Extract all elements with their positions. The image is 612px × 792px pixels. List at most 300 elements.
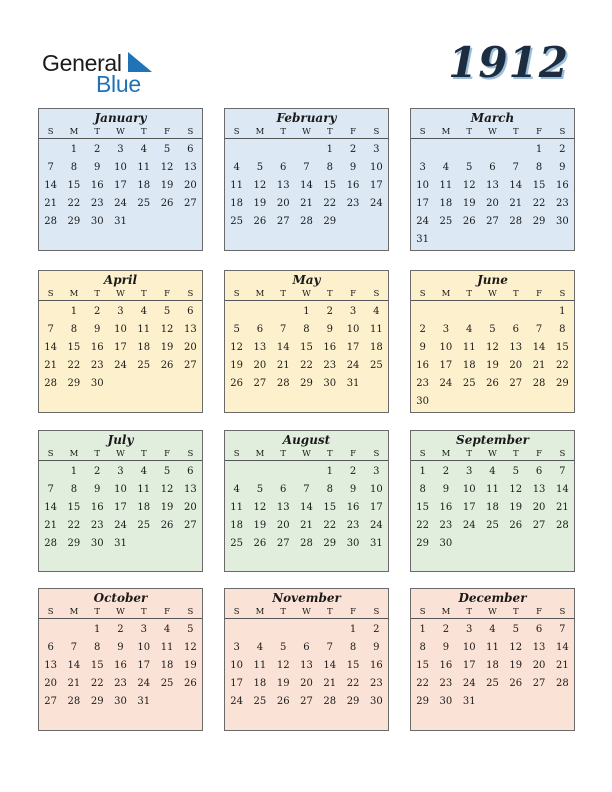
day-cell: 24 — [114, 519, 127, 531]
day-cell: 9 — [442, 483, 450, 495]
day-cell: 26 — [160, 197, 174, 209]
month-september — [410, 430, 575, 572]
weekday-label: F — [350, 449, 357, 459]
day-grid — [39, 619, 202, 710]
weekday-label: T — [326, 289, 333, 299]
day-cell: 9 — [349, 483, 357, 495]
weekday-label: M — [255, 449, 265, 459]
day-cell: 21 — [44, 359, 57, 371]
day-cell: 23 — [90, 519, 104, 531]
day-cell: 24 — [137, 677, 151, 689]
day-cell: 25 — [230, 537, 243, 549]
day-cell: 15 — [323, 501, 337, 513]
weekday-label: S — [233, 127, 240, 137]
month-name: May — [292, 273, 321, 287]
day-cell: 4 — [489, 623, 496, 635]
day-cell: 22 — [67, 519, 81, 531]
day-cell: 29 — [555, 377, 569, 389]
day-cell: 6 — [187, 465, 194, 477]
day-cell: 27 — [276, 215, 290, 227]
weekday-label: M — [441, 289, 451, 299]
day-cell: 8 — [535, 161, 543, 173]
day-cell: 6 — [512, 323, 519, 335]
day-cell: 23 — [416, 377, 429, 389]
day-cell: 20 — [183, 179, 197, 191]
weekday-label: W — [116, 607, 125, 617]
day-cell: 21 — [44, 519, 57, 531]
day-cell: 21 — [300, 519, 313, 531]
day-cell: 8 — [303, 323, 310, 335]
day-cell: 20 — [183, 501, 197, 513]
weekday-label: F — [164, 289, 171, 299]
day-cell: 30 — [323, 377, 337, 389]
day-cell: 11 — [439, 179, 453, 191]
day-cell: 22 — [555, 359, 569, 371]
month-name: March — [470, 111, 515, 125]
day-cell: 17 — [416, 197, 429, 209]
day-grid — [39, 139, 202, 230]
day-cell: 2 — [94, 143, 101, 155]
weekday-label: T — [280, 607, 287, 617]
day-cell: 17 — [137, 659, 151, 671]
day-cell: 17 — [114, 501, 127, 513]
day-grid — [411, 619, 574, 710]
weekday-header-row — [39, 605, 202, 619]
day-cell: 18 — [439, 197, 453, 209]
day-cell: 14 — [300, 179, 313, 191]
day-cell: 15 — [300, 341, 313, 353]
weekday-label: F — [164, 449, 171, 459]
day-cell: 7 — [70, 641, 78, 653]
weekday-label: T — [280, 289, 287, 299]
day-cell: 25 — [230, 215, 243, 227]
day-cell: 16 — [114, 659, 127, 671]
day-cell: 30 — [346, 537, 360, 549]
day-cell: 19 — [509, 501, 523, 513]
day-cell: 16 — [346, 501, 360, 513]
day-cell: 18 — [137, 501, 151, 513]
day-cell: 27 — [183, 359, 197, 371]
day-cell: 12 — [253, 179, 267, 191]
day-cell: 31 — [346, 377, 360, 389]
day-cell: 8 — [349, 641, 357, 653]
day-cell: 10 — [114, 161, 127, 173]
weekday-header-row — [411, 125, 574, 139]
day-cell: 8 — [326, 483, 333, 495]
day-cell: 13 — [486, 179, 499, 191]
day-cell: 13 — [276, 501, 290, 513]
day-cell: 2 — [373, 623, 380, 635]
day-cell: 30 — [369, 695, 383, 707]
day-cell: 9 — [117, 641, 124, 653]
day-cell: 14 — [532, 341, 546, 353]
day-cell: 16 — [416, 359, 429, 371]
weekday-label: M — [441, 449, 451, 459]
month-name: August — [282, 433, 331, 447]
day-cell: 22 — [323, 197, 337, 209]
day-cell: 26 — [183, 677, 197, 689]
month-july — [38, 430, 203, 572]
weekday-label: W — [302, 289, 311, 299]
day-cell: 5 — [256, 483, 264, 495]
day-cell: 26 — [253, 537, 267, 549]
day-cell: 17 — [114, 179, 127, 191]
day-cell: 25 — [439, 215, 453, 227]
day-cell: 23 — [323, 359, 337, 371]
day-cell: 13 — [300, 659, 313, 671]
weekday-header-row — [39, 447, 202, 461]
day-cell: 14 — [44, 501, 57, 513]
weekday-label: M — [255, 289, 265, 299]
weekday-label: S — [559, 449, 566, 459]
day-cell: 26 — [253, 215, 267, 227]
day-cell: 30 — [90, 215, 104, 227]
day-cell: 11 — [230, 179, 243, 191]
day-cell: 15 — [532, 179, 546, 191]
day-cell: 3 — [117, 305, 124, 317]
weekday-label: S — [47, 607, 54, 617]
weekday-label: T — [94, 607, 101, 617]
day-cell: 24 — [230, 695, 243, 707]
day-cell: 18 — [230, 197, 243, 209]
day-cell: 26 — [509, 519, 523, 531]
day-cell: 8 — [70, 323, 78, 335]
weekday-label: T — [140, 607, 147, 617]
day-cell: 28 — [555, 519, 569, 531]
day-cell: 20 — [44, 677, 57, 689]
day-cell: 20 — [183, 341, 197, 353]
weekday-header-row — [411, 287, 574, 301]
day-cell: 13 — [44, 659, 57, 671]
day-cell: 25 — [137, 359, 151, 371]
day-grid — [411, 139, 574, 248]
day-cell: 25 — [160, 677, 174, 689]
day-cell: 7 — [326, 641, 333, 653]
weekday-label: W — [302, 607, 311, 617]
logo-word-blue: Blue — [96, 71, 141, 97]
weekday-label: S — [419, 607, 426, 617]
day-cell: 30 — [114, 695, 127, 707]
day-cell: 1 — [303, 305, 310, 317]
month-august — [224, 430, 389, 572]
day-cell: 12 — [160, 161, 174, 173]
day-cell: 4 — [140, 465, 147, 477]
day-cell: 7 — [559, 623, 566, 635]
day-cell: 2 — [117, 623, 124, 635]
weekday-label: F — [350, 289, 357, 299]
day-cell: 29 — [532, 215, 546, 227]
day-cell: 10 — [439, 341, 453, 353]
day-cell: 22 — [67, 197, 81, 209]
day-cell: 18 — [369, 341, 383, 353]
day-cell: 15 — [416, 501, 429, 513]
day-cell: 8 — [559, 323, 566, 335]
weekday-label: W — [116, 289, 125, 299]
day-cell: 3 — [349, 305, 357, 317]
month-february — [224, 108, 389, 251]
day-cell: 2 — [349, 143, 357, 155]
day-cell: 19 — [462, 197, 476, 209]
month-name: July — [107, 433, 134, 447]
day-cell: 11 — [137, 323, 151, 335]
day-cell: 6 — [187, 305, 194, 317]
weekday-label: M — [69, 449, 79, 459]
day-cell: 18 — [486, 659, 499, 671]
day-cell: 5 — [466, 161, 473, 173]
day-cell: 24 — [369, 197, 383, 209]
day-cell: 13 — [183, 323, 197, 335]
day-cell: 10 — [137, 641, 151, 653]
day-cell: 7 — [512, 161, 519, 173]
month-march — [410, 108, 575, 251]
day-cell: 3 — [117, 465, 124, 477]
day-cell: 6 — [535, 623, 543, 635]
day-cell: 14 — [44, 179, 57, 191]
day-cell: 11 — [160, 641, 174, 653]
day-cell: 30 — [439, 537, 453, 549]
day-cell: 1 — [349, 623, 357, 635]
weekday-header-row — [225, 605, 388, 619]
day-cell: 27 — [276, 537, 290, 549]
day-grid — [39, 461, 202, 552]
day-cell: 11 — [369, 323, 383, 335]
day-cell: 12 — [509, 483, 523, 495]
month-june — [410, 270, 575, 413]
month-january — [38, 108, 203, 251]
day-cell: 1 — [559, 305, 566, 317]
day-cell: 19 — [160, 501, 174, 513]
day-cell: 18 — [462, 359, 476, 371]
day-cell: 24 — [462, 677, 476, 689]
day-cell: 2 — [349, 465, 357, 477]
day-cell: 16 — [90, 341, 104, 353]
day-cell: 11 — [486, 641, 499, 653]
day-cell: 6 — [47, 641, 54, 653]
day-cell: 21 — [300, 197, 313, 209]
weekday-label: M — [255, 607, 265, 617]
day-cell: 3 — [442, 323, 450, 335]
day-cell: 17 — [462, 501, 476, 513]
day-cell: 27 — [486, 215, 499, 227]
day-cell: 29 — [300, 377, 313, 389]
day-cell: 12 — [160, 323, 174, 335]
day-cell: 29 — [67, 377, 81, 389]
day-cell: 2 — [442, 465, 450, 477]
day-cell: 15 — [67, 501, 81, 513]
day-cell: 13 — [253, 341, 267, 353]
day-cell: 21 — [67, 677, 81, 689]
day-cell: 23 — [369, 677, 383, 689]
day-cell: 14 — [44, 341, 57, 353]
weekday-label: S — [373, 127, 380, 137]
day-cell: 23 — [114, 677, 127, 689]
day-cell: 22 — [323, 519, 337, 531]
weekday-label: W — [116, 449, 125, 459]
day-cell: 20 — [509, 359, 523, 371]
day-cell: 20 — [486, 197, 499, 209]
weekday-label: S — [187, 127, 194, 137]
day-cell: 31 — [369, 537, 383, 549]
day-cell: 5 — [280, 641, 287, 653]
day-cell: 9 — [373, 641, 380, 653]
day-cell: 6 — [256, 323, 264, 335]
day-cell: 12 — [160, 483, 174, 495]
day-cell: 21 — [555, 659, 569, 671]
day-cell: 28 — [532, 377, 546, 389]
day-cell: 23 — [90, 197, 104, 209]
weekday-label: T — [140, 127, 147, 137]
day-cell: 5 — [163, 465, 171, 477]
day-cell: 2 — [94, 465, 101, 477]
weekday-label: S — [233, 449, 240, 459]
day-cell: 15 — [555, 341, 569, 353]
day-cell: 15 — [416, 659, 429, 671]
weekday-label: M — [69, 289, 79, 299]
day-cell: 1 — [326, 143, 333, 155]
day-cell: 29 — [323, 537, 337, 549]
month-name: December — [458, 591, 527, 605]
calendar-year: 1912 — [448, 38, 569, 87]
day-cell: 29 — [416, 695, 429, 707]
day-cell: 30 — [90, 537, 104, 549]
day-cell: 13 — [276, 179, 290, 191]
day-cell: 22 — [346, 677, 360, 689]
day-cell: 17 — [462, 659, 476, 671]
day-cell: 17 — [230, 677, 243, 689]
weekday-label: F — [164, 127, 171, 137]
day-cell: 16 — [90, 179, 104, 191]
day-cell: 8 — [419, 641, 426, 653]
day-cell: 23 — [346, 519, 360, 531]
day-cell: 11 — [230, 501, 243, 513]
day-cell: 29 — [67, 215, 81, 227]
day-cell: 29 — [323, 215, 337, 227]
day-cell: 15 — [67, 179, 81, 191]
day-cell: 13 — [183, 483, 197, 495]
day-cell: 26 — [160, 519, 174, 531]
day-cell: 10 — [462, 641, 476, 653]
day-cell: 2 — [326, 305, 333, 317]
weekday-label: T — [94, 289, 101, 299]
day-cell: 19 — [160, 179, 174, 191]
day-cell: 14 — [555, 483, 569, 495]
weekday-label: F — [350, 127, 357, 137]
day-cell: 11 — [253, 659, 267, 671]
day-cell: 28 — [44, 377, 57, 389]
day-cell: 9 — [94, 323, 101, 335]
month-name: September — [456, 433, 529, 447]
day-cell: 17 — [439, 359, 453, 371]
weekday-label: T — [466, 607, 473, 617]
day-cell: 11 — [137, 483, 151, 495]
day-cell: 26 — [509, 677, 523, 689]
day-cell: 12 — [183, 641, 197, 653]
day-cell: 26 — [276, 695, 290, 707]
day-cell: 18 — [160, 659, 174, 671]
day-cell: 6 — [280, 161, 287, 173]
day-cell: 28 — [300, 215, 313, 227]
day-cell: 26 — [160, 359, 174, 371]
day-cell: 23 — [555, 197, 569, 209]
month-name: February — [276, 111, 337, 125]
day-cell: 17 — [369, 179, 383, 191]
day-cell: 12 — [462, 179, 476, 191]
day-cell: 19 — [253, 197, 267, 209]
day-cell: 25 — [137, 197, 151, 209]
day-cell: 15 — [323, 179, 337, 191]
day-cell: 14 — [555, 641, 569, 653]
day-cell: 30 — [90, 377, 104, 389]
day-cell: 17 — [114, 341, 127, 353]
day-cell: 28 — [276, 377, 290, 389]
day-cell: 5 — [489, 323, 496, 335]
day-cell: 14 — [300, 501, 313, 513]
day-cell: 13 — [532, 483, 546, 495]
weekday-label: F — [536, 289, 543, 299]
day-cell: 22 — [416, 519, 429, 531]
day-cell: 29 — [346, 695, 360, 707]
day-cell: 16 — [323, 341, 337, 353]
day-cell: 24 — [114, 359, 127, 371]
day-cell: 8 — [94, 641, 101, 653]
day-cell: 4 — [373, 305, 380, 317]
day-cell: 14 — [276, 341, 290, 353]
day-cell: 23 — [346, 197, 360, 209]
day-cell: 20 — [532, 501, 546, 513]
weekday-label: S — [47, 449, 54, 459]
day-cell: 25 — [486, 677, 499, 689]
day-cell: 31 — [462, 695, 476, 707]
month-name: June — [477, 273, 508, 287]
month-april — [38, 270, 203, 413]
weekday-label: T — [140, 449, 147, 459]
day-cell: 4 — [233, 483, 240, 495]
day-cell: 25 — [462, 377, 476, 389]
day-grid — [411, 461, 574, 552]
weekday-label: T — [512, 449, 519, 459]
day-cell: 8 — [70, 483, 78, 495]
day-cell: 22 — [300, 359, 313, 371]
day-cell: 7 — [47, 323, 54, 335]
weekday-header-row — [225, 125, 388, 139]
day-cell: 28 — [555, 677, 569, 689]
weekday-label: T — [512, 127, 519, 137]
day-cell: 16 — [555, 179, 569, 191]
day-cell: 24 — [439, 377, 453, 389]
day-cell: 9 — [419, 341, 426, 353]
day-cell: 15 — [90, 659, 104, 671]
day-cell: 19 — [230, 359, 243, 371]
day-cell: 9 — [442, 641, 450, 653]
weekday-label: T — [512, 289, 519, 299]
day-cell: 16 — [439, 501, 453, 513]
day-cell: 31 — [416, 233, 429, 245]
day-cell: 24 — [462, 519, 476, 531]
day-cell: 28 — [509, 215, 523, 227]
day-cell: 18 — [137, 179, 151, 191]
day-cell: 16 — [369, 659, 383, 671]
day-cell: 16 — [346, 179, 360, 191]
day-cell: 4 — [466, 323, 473, 335]
weekday-label: S — [233, 289, 240, 299]
day-cell: 22 — [532, 197, 546, 209]
day-cell: 3 — [419, 161, 426, 173]
month-december — [410, 588, 575, 731]
day-cell: 23 — [439, 677, 453, 689]
day-cell: 10 — [369, 161, 383, 173]
day-cell: 10 — [416, 179, 429, 191]
day-cell: 4 — [163, 623, 171, 635]
